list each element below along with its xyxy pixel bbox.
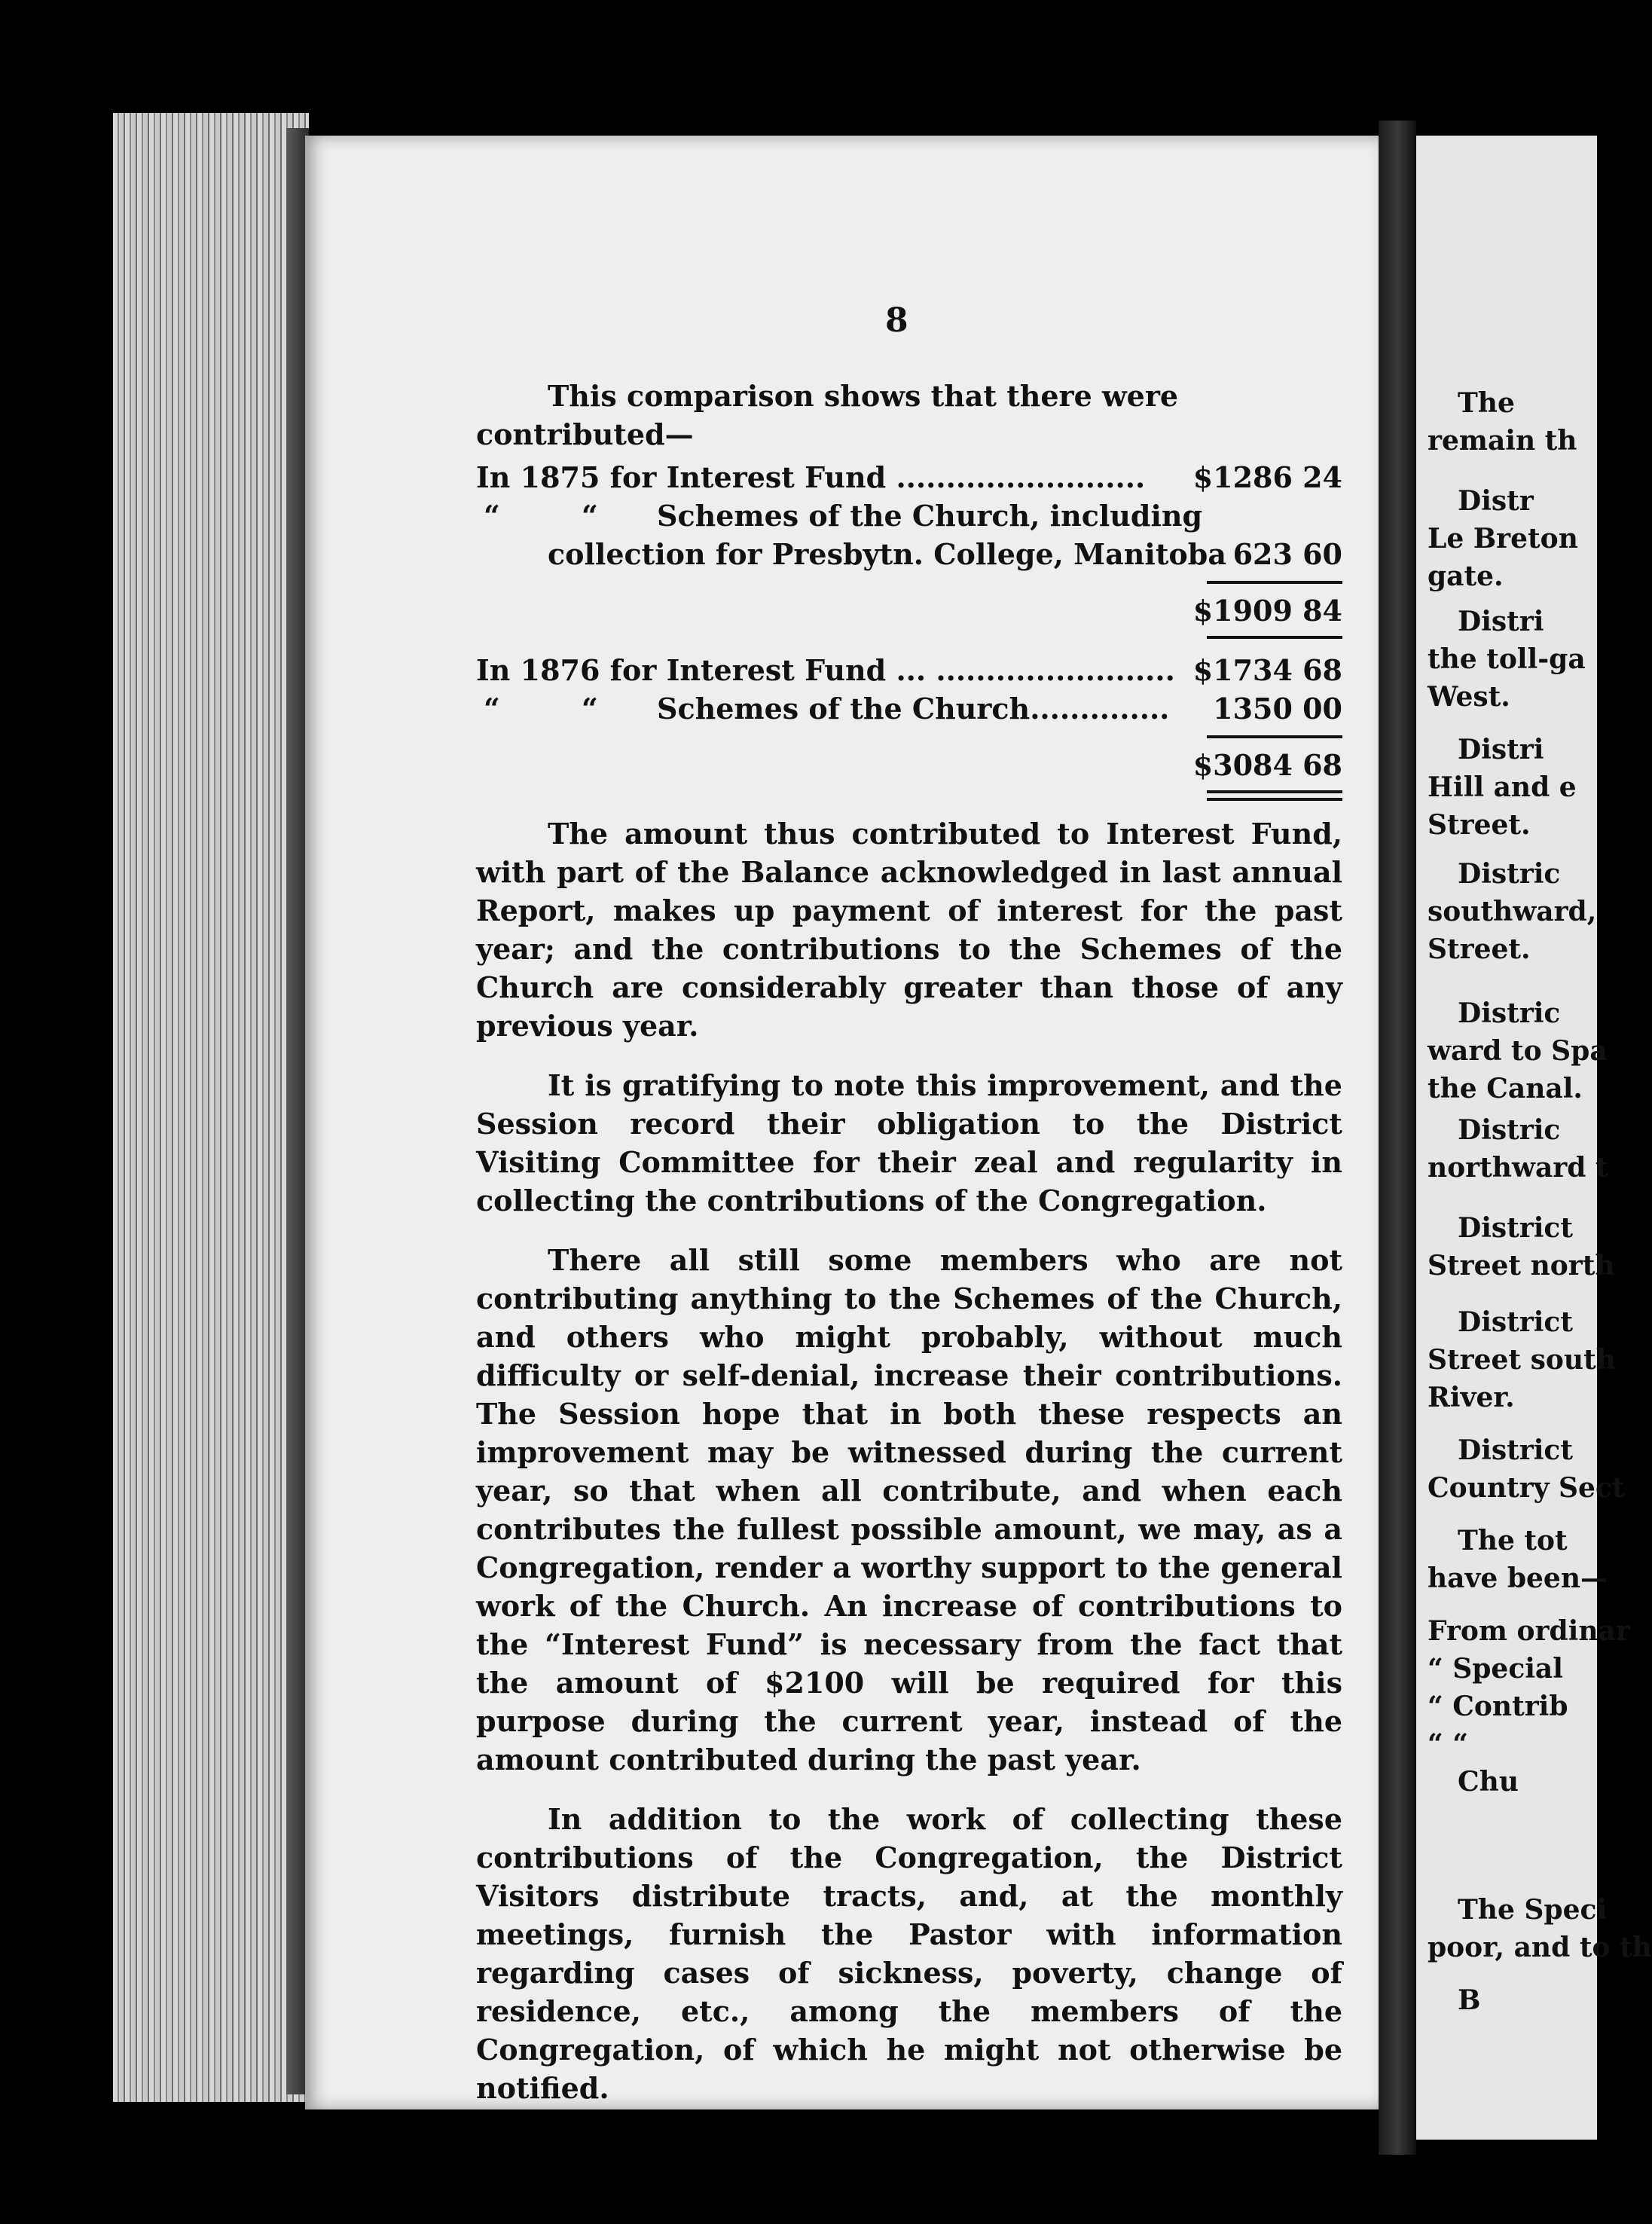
right-page-line: Distri bbox=[1458, 734, 1544, 765]
right-page-line: Country Sect bbox=[1428, 1472, 1625, 1504]
ledger-double-rule bbox=[476, 784, 1342, 814]
right-page-line: Street south bbox=[1428, 1344, 1616, 1376]
right-page-line: Distric bbox=[1458, 858, 1561, 890]
double-rule-bottom bbox=[1207, 798, 1342, 801]
ledger-row-1875-schemes bbox=[476, 496, 1342, 535]
ledger-rule-row bbox=[476, 728, 1342, 746]
ditto-mark: “ bbox=[484, 499, 500, 533]
right-page-line: From ordinar bbox=[1428, 1615, 1630, 1647]
ledger-amount: $1286 24 bbox=[1192, 460, 1342, 494]
ditto-mark: “ bbox=[484, 692, 500, 726]
intro-line: This comparison shows that there were contributed— bbox=[476, 379, 1179, 451]
right-page-line: have been— bbox=[1428, 1563, 1608, 1594]
right-page-line: ward to Spa bbox=[1428, 1035, 1608, 1067]
right-page-line: Distric bbox=[1458, 1114, 1561, 1146]
right-page-line: the toll-ga bbox=[1428, 643, 1586, 675]
right-page-line: Distr bbox=[1458, 485, 1534, 517]
ditto-mark: “ bbox=[582, 692, 598, 726]
right-page-line: Street north bbox=[1428, 1250, 1615, 1282]
right-page-line: The bbox=[1458, 387, 1515, 419]
right-page-line: Street. bbox=[1428, 809, 1531, 841]
ledger-row-1876-schemes bbox=[476, 689, 1342, 728]
right-page-line: River. bbox=[1428, 1382, 1515, 1413]
right-page-line: West. bbox=[1428, 681, 1510, 713]
contribution-ledger bbox=[476, 458, 1342, 814]
page-text bbox=[476, 377, 1342, 2107]
ledger-row-1876-total bbox=[476, 746, 1342, 784]
right-page-line: northward t bbox=[1428, 1152, 1608, 1184]
right-page-line: Hill and e bbox=[1428, 771, 1577, 803]
sum-rule bbox=[1207, 735, 1342, 738]
ledger-row-1875-schemes-cont bbox=[476, 535, 1342, 573]
paragraph: There all still some members who are not contributing anything to the Schemes of the Church, and others who might probably, without much difficulty or self-denial, increase their contributions. The Session hope that in both these respects an improvement may be witnessed during the current year, so that when all contribute, and when each contributes the fullest possible amount, we may, as a Congregation, render a worthy support to the general work of the Church. An increase of contributions to the “Interest Fund” is necessary from the fact that the amount of $2100 will be required for this purpose during the current year, instead of the amount contributed during the past year. bbox=[476, 1243, 1342, 1776]
ledger-rule-row bbox=[476, 573, 1342, 591]
ledger-amount: $1734 68 bbox=[1192, 653, 1342, 687]
right-page-line: B bbox=[1458, 1984, 1481, 2016]
total-rule bbox=[1207, 636, 1342, 639]
right-page-line: Chu bbox=[1458, 1766, 1519, 1798]
right-page-line: District bbox=[1458, 1212, 1573, 1244]
right-page-line: poor, and to th bbox=[1428, 1932, 1652, 1963]
right-page-line: Street. bbox=[1428, 933, 1531, 965]
page-number: 8 bbox=[885, 301, 908, 340]
right-page-line: southward, bbox=[1428, 896, 1597, 927]
book-gutter bbox=[1379, 121, 1416, 2155]
ledger-label: collection for Presbytn. College, Manitoba bbox=[548, 537, 1226, 571]
right-page-line: District bbox=[1458, 1306, 1573, 1338]
right-page-line: Distric bbox=[1458, 997, 1561, 1029]
right-page-line: remain th bbox=[1428, 425, 1577, 457]
ledger-total: $3084 68 bbox=[1192, 748, 1342, 782]
ledger-total: $1909 84 bbox=[1192, 594, 1342, 628]
ledger-label: In 1875 for Interest Fund ......................... bbox=[476, 460, 1146, 494]
paragraph: The amount thus contributed to Interest Fund, with part of the Balance acknowledged in last annual Report, makes up payment of interest for the past year; and the contributions to the Schemes of the Church are considerably greater than those of any previous year. bbox=[476, 817, 1342, 1043]
right-page-line: District bbox=[1458, 1434, 1573, 1466]
ledger-row-1875-total bbox=[476, 591, 1342, 630]
right-page-line: the Canal. bbox=[1428, 1073, 1583, 1104]
ledger-amount: 623 60 bbox=[1232, 537, 1342, 571]
book-page-edges bbox=[113, 113, 309, 2102]
paragraph: It is gratifying to note this improvement, and the Session record their obligation to the District Visiting Committee for their zeal and regularity in collecting the contributions of the Congregation. bbox=[476, 1068, 1342, 1217]
double-rule-top bbox=[1207, 790, 1342, 793]
right-page-line: The Speci bbox=[1458, 1894, 1608, 1926]
right-page-line: The tot bbox=[1458, 1525, 1568, 1556]
ledger-label: In 1876 for Interest Fund ... ........................ bbox=[476, 653, 1175, 687]
right-page-line: gate. bbox=[1428, 561, 1504, 592]
ledger-amount: 1350 00 bbox=[1213, 692, 1342, 726]
ditto-mark: “ bbox=[582, 499, 598, 533]
right-page-line: Le Breton bbox=[1428, 523, 1578, 554]
ledger-row-1876-interest bbox=[476, 651, 1342, 689]
ledger-label: Schemes of the Church.............. bbox=[657, 692, 1170, 726]
right-page-line: “ Special bbox=[1428, 1653, 1563, 1685]
sum-rule bbox=[1207, 581, 1342, 584]
ledger-spacer bbox=[476, 630, 1342, 651]
ledger-row-1875-interest bbox=[476, 458, 1342, 496]
paragraph: In addition to the work of collecting these contributions of the Congregation, the District Visitors distribute tracts, and, at the monthly meetings, furnish the Pastor with information regarding cases of sickness, poverty, change of residence, etc., among the members of the Congregation, of which he might not otherwise be notified. bbox=[476, 1802, 1342, 2105]
ledger-label: Schemes of the Church, including bbox=[657, 499, 1203, 533]
right-page-line: Distri bbox=[1458, 606, 1544, 637]
right-page-line: “ Contrib bbox=[1428, 1691, 1568, 1722]
right-page-line: “ “ bbox=[1428, 1728, 1468, 1760]
